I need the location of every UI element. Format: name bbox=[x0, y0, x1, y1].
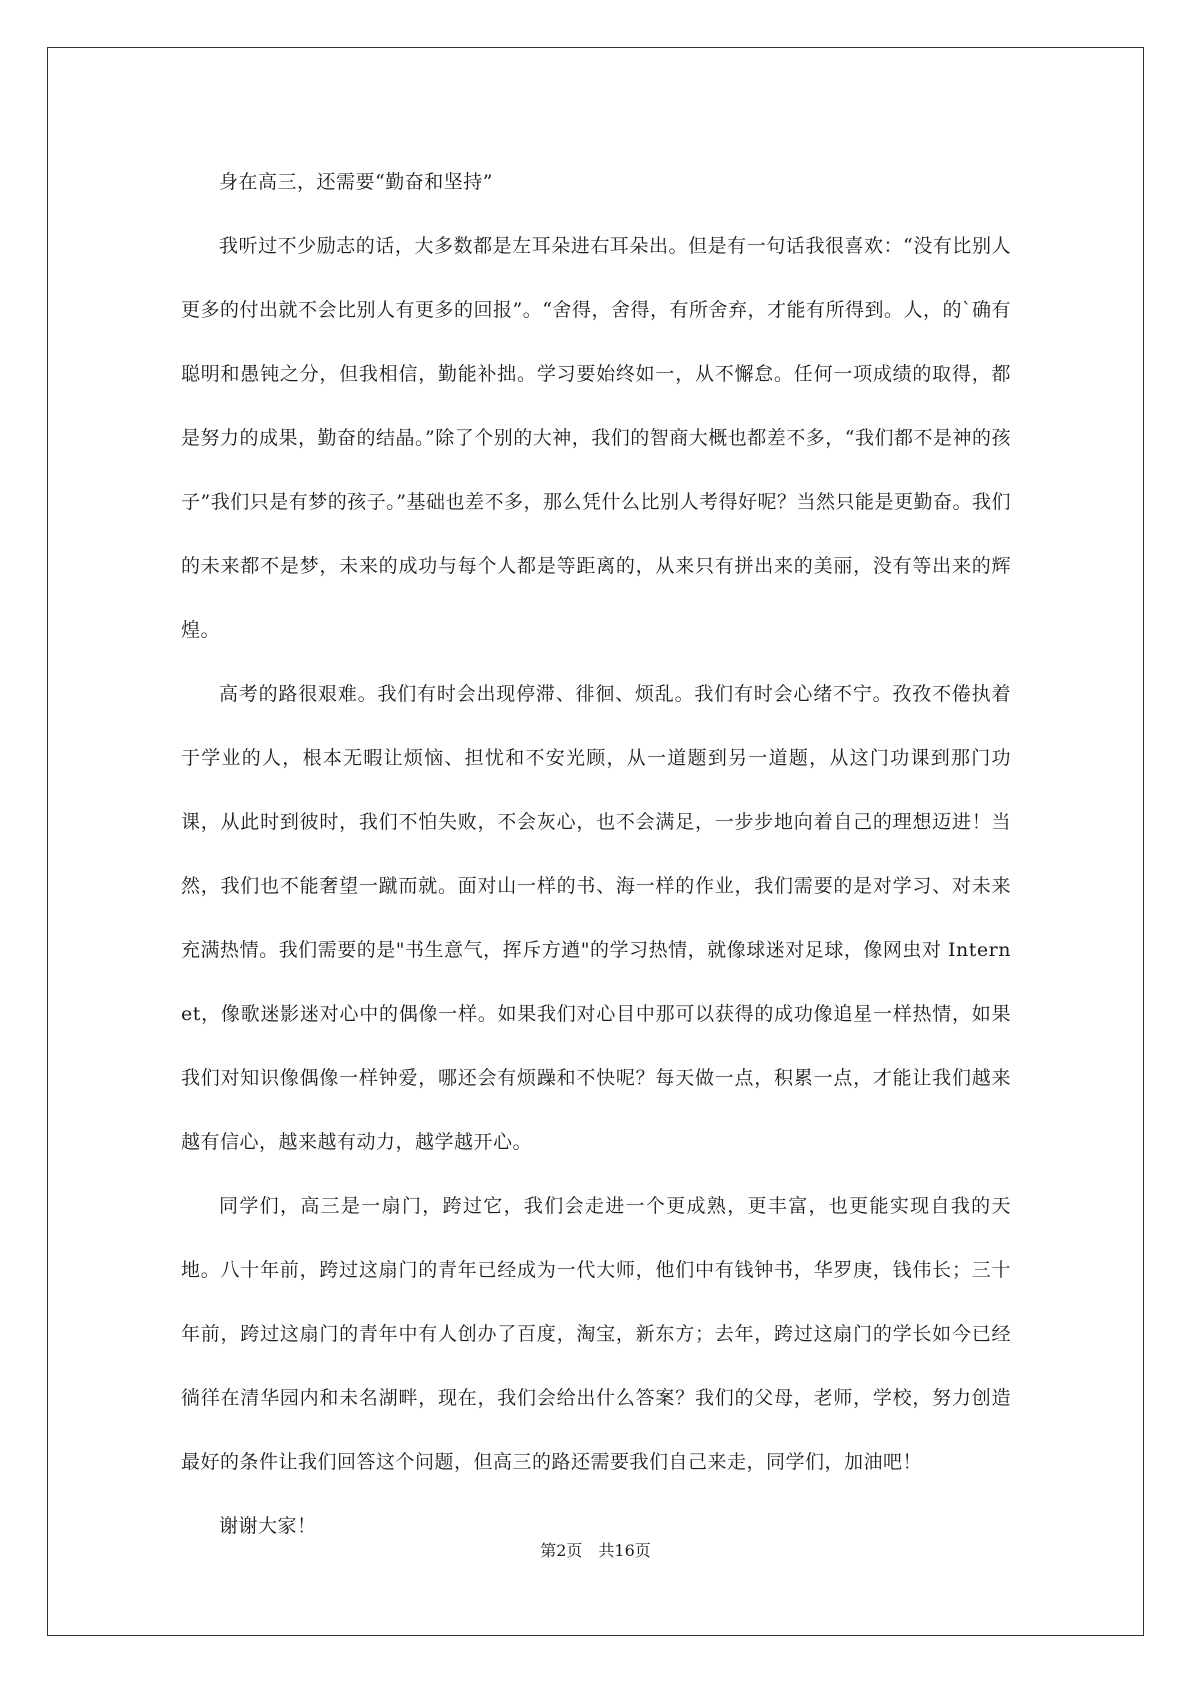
paragraph-diligence: 我听过不少励志的话，大多数都是左耳朵进右耳朵出。但是有一句话我很喜欢：“没有比别人更多的付出就不会比别人有更多的回报”。“舍得，舍得，有所舍弃，才能有所得到。人，的`确有聪明和愚钝之分，但我相信，勤能补拙。学习要始终如一，从不懈怠。任何一项成绩的取得，都是努力的成果，勤奋的结晶。”除了个别的大神，我们的智商大概也都差不多，“我们都不是神的孩子”我们只是有梦的孩子。”基础也差不多，那么凭什么比别人考得好呢？当然只能是更勤奋。我们的未来都不是梦，未来的成功与每个人都是等距离的，从来只有拼出来的美丽，没有等出来的辉煌。 bbox=[181, 235, 1011, 641]
page-total: 共16页 bbox=[598, 1541, 651, 1560]
document-body bbox=[181, 150, 1011, 1558]
page-footer bbox=[0, 1538, 1191, 1561]
paragraph-senior-year-door: 同学们，高三是一扇门，跨过它，我们会走进一个更成熟，更丰富，也更能实现自我的天地。八十年前，跨过这扇门的青年已经成为一代大师，他们中有钱钟书，华罗庚，钱伟长；三十年前，跨过这扇门的青年中有人创办了百度，淘宝，新东方；去年，跨过这扇门的学长如今已经徜徉在清华园内和未名湖畔，现在，我们会给出什么答案？我们的父母，老师，学校，努力创造最好的条件让我们回答这个问题，但高三的路还需要我们自己来走，同学们，加油吧！ bbox=[181, 1195, 1011, 1473]
paragraph-thanks: 谢谢大家！ bbox=[219, 1515, 317, 1537]
paragraph-gaokao-road: 高考的路很艰难。我们有时会出现停滞、徘徊、烦乱。我们有时会心绪不宁。孜孜不倦执着于学业的人，根本无暇让烦恼、担忧和不安光顾，从一道题到另一道题，从这门功课到那门功课，从此时到彼时，我们不怕失败，不会灰心，也不会满足，一步步地向着自己的理想迈进！当然，我们也不能奢望一蹴而就。面对山一样的书、海一样的作业，我们需要的是对学习、对未来充满热情。我们需要的是"书生意气，挥斥方遒"的学习热情，就像球迷对足球，像网虫对 Internet，像歌迷影迷对心中的偶像一样。如果我们对心目中那可以获得的成功像追星一样热情，如果我们对知识像偶像一样钟爱，哪还会有烦躁和不快呢？每天做一点，积累一点，才能让我们越来越有信心，越来越有动力，越学越开心。 bbox=[181, 683, 1011, 1153]
speech-title: 身在高三，还需要“勤奋和坚持” bbox=[219, 171, 493, 193]
page-number: 第2页 bbox=[540, 1541, 583, 1560]
